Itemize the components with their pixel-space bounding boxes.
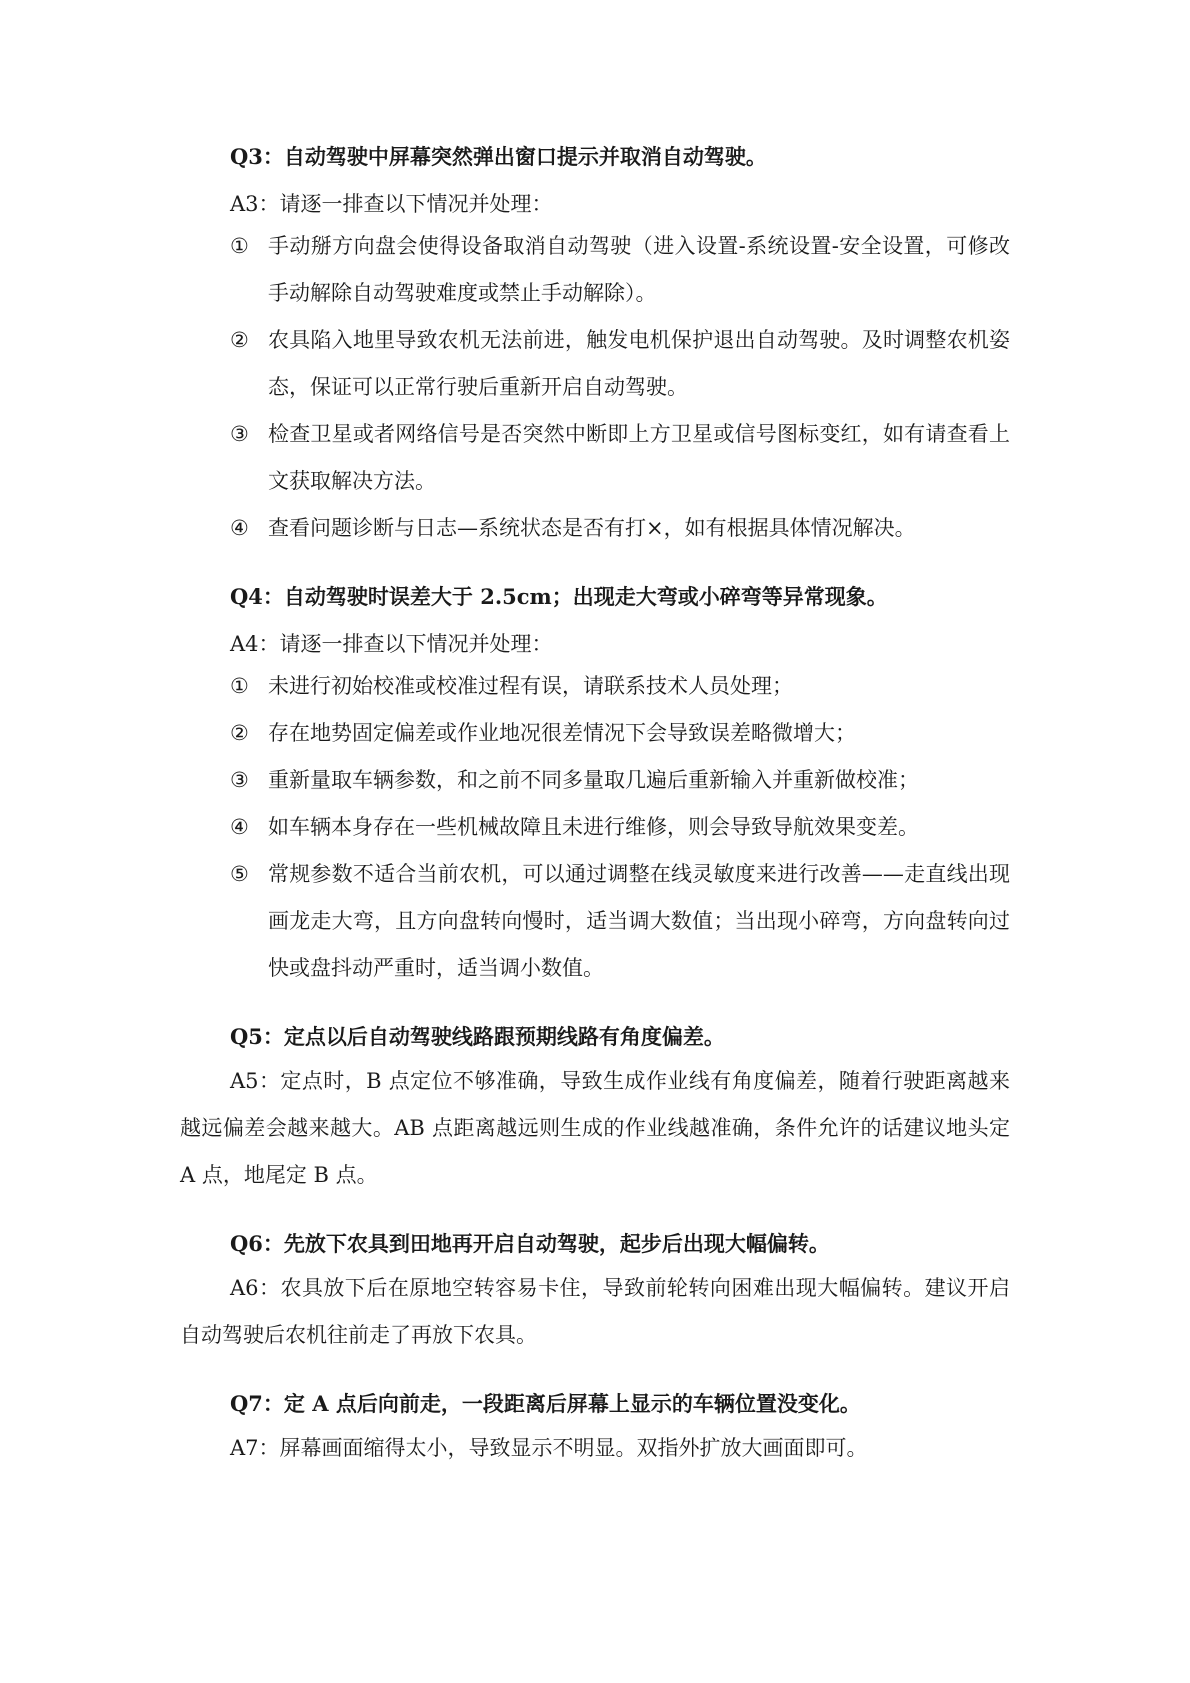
question-q7: Q7：定 A 点后向前走，一段距离后屏幕上显示的车辆位置没变化。 bbox=[230, 1391, 861, 1416]
item-number: ④ bbox=[230, 815, 249, 839]
list-item bbox=[230, 663, 1010, 710]
item-text: 存在地势固定偏差或作业地况很差情况下会导致误差略微增大； bbox=[268, 721, 856, 745]
list-item bbox=[230, 505, 1010, 552]
item-number: ① bbox=[230, 674, 249, 698]
section-spacer bbox=[180, 992, 1010, 1020]
item-text: 农具陷入地里导致农机无法前进，触发电机保护退出自动驾驶。及时调整农机姿态，保证可以正常行驶后重新开启自动驾驶。 bbox=[268, 328, 1010, 399]
section-spacer bbox=[180, 1199, 1010, 1227]
item-text: 检查卫星或者网络信号是否突然中断即上方卫星或信号图标变红，如有请查看上文获取解决方法。 bbox=[268, 422, 1010, 493]
item-number: ① bbox=[230, 234, 249, 258]
item-text: 未进行初始校准或校准过程有误，请联系技术人员处理； bbox=[268, 674, 793, 698]
question-q5: Q5：定点以后自动驾驶线路跟预期线路有角度偏差。 bbox=[230, 1024, 725, 1049]
item-number: ② bbox=[230, 328, 249, 352]
list-item bbox=[230, 804, 1010, 851]
answer-a5: A5：定点时，B 点定位不够准确，导致生成作业线有角度偏差，随着行驶距离越来越远偏差会越来越大。AB 点距离越远则生成的作业线越准确，条件允许的话建议地头定 A 点，地尾定 B 点。 bbox=[180, 1069, 1010, 1187]
list-item bbox=[230, 757, 1010, 804]
item-text: 如车辆本身存在一些机械故障且未进行维修，则会导致导航效果变差。 bbox=[268, 815, 919, 839]
item-number: ⑤ bbox=[230, 862, 249, 886]
item-text: 手动掰方向盘会使得设备取消自动驾驶（进入设置-系统设置-安全设置，可修改手动解除自动驾驶难度或禁止手动解除）。 bbox=[268, 234, 1010, 305]
item-text: 查看问题诊断与日志—系统状态是否有打×，如有根据具体情况解决。 bbox=[268, 516, 916, 540]
section-spacer bbox=[180, 552, 1010, 580]
item-number: ③ bbox=[230, 768, 249, 792]
list-item bbox=[230, 851, 1010, 992]
item-text: 常规参数不适合当前农机，可以通过调整在线灵敏度来进行改善——走直线出现画龙走大弯，且方向盘转向慢时，适当调大数值；当出现小碎弯，方向盘转向过快或盘抖动严重时，适当调小数值。 bbox=[268, 862, 1010, 980]
item-number: ④ bbox=[230, 516, 249, 540]
list-item bbox=[230, 710, 1010, 757]
question-q6: Q6：先放下农具到田地再开启自动驾驶，起步后出现大幅偏转。 bbox=[230, 1231, 830, 1256]
section-spacer bbox=[180, 1359, 1010, 1387]
item-number: ② bbox=[230, 721, 249, 745]
answer-intro-a4: A4：请逐一排查以下情况并处理： bbox=[230, 632, 553, 656]
list-item bbox=[230, 411, 1010, 505]
faq-page bbox=[180, 140, 1010, 1472]
answer-intro-a3: A3：请逐一排查以下情况并处理： bbox=[230, 192, 553, 216]
list-item bbox=[230, 317, 1010, 411]
answer-a6: A6：农具放下后在原地空转容易卡住，导致前轮转向困难出现大幅偏转。建议开启自动驾驶后农机往前走了再放下农具。 bbox=[180, 1276, 1010, 1347]
item-number: ③ bbox=[230, 422, 249, 446]
question-q3: Q3：自动驾驶中屏幕突然弹出窗口提示并取消自动驾驶。 bbox=[230, 144, 767, 169]
answer-a7: A7：屏幕画面缩得太小，导致显示不明显。双指外扩放大画面即可。 bbox=[230, 1436, 868, 1460]
question-q4: Q4：自动驾驶时误差大于 2.5cm；出现走大弯或小碎弯等异常现象。 bbox=[230, 584, 888, 609]
item-text: 重新量取车辆参数，和之前不同多量取几遍后重新输入并重新做校准； bbox=[268, 768, 919, 792]
list-item bbox=[230, 223, 1010, 317]
